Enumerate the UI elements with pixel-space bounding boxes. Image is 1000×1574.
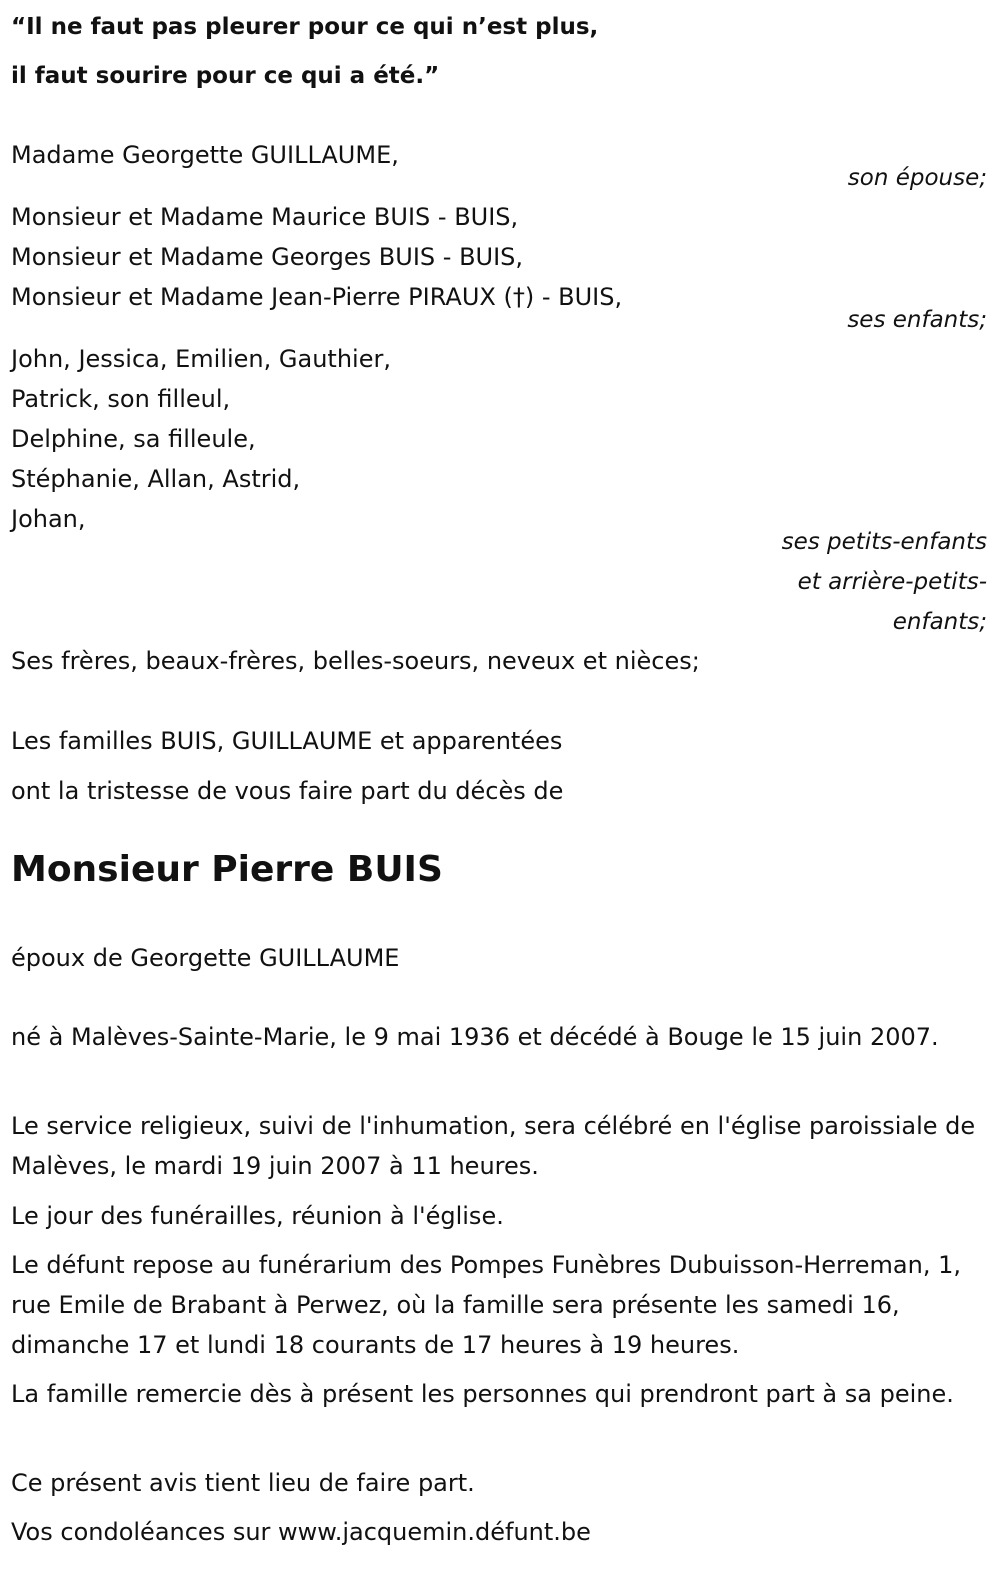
families-line-1: Les familles BUIS, GUILLAUME et apparentées: [11, 727, 563, 755]
deceased-name: Monsieur Pierre BUIS: [11, 849, 443, 890]
detail-paragraph: La famille remercie dès à présent les personnes qui prendront part à sa peine.: [11, 1380, 954, 1408]
detail-paragraph: Le défunt repose au funérarium des Pompes Funèbres Dubuisson-Herreman, 1, rue Emile de Brabant à Perwez, où la famille sera présente les samedi 16, dimanche 17 et lundi 18 courants de 17 heures à 19 heures.: [11, 1251, 961, 1359]
grandchild-line: John, Jessica, Emilien, Gauthier,: [11, 345, 391, 373]
condolences-link[interactable]: Vos condoléances sur www.jacquemin.défunt.be: [11, 1518, 591, 1546]
grandchildren-role: ses petits-enfants: [781, 529, 987, 555]
grandchildren-role: enfants;: [892, 609, 987, 635]
detail-paragraph: Le service religieux, suivi de l'inhumation, sera célébré en l'église paroissiale de Malèves, le mardi 19 juin 2007 à 11 heures.: [11, 1112, 976, 1180]
siblings-line: Ses frères, beaux-frères, belles-soeurs, neveux et nièces;: [11, 647, 700, 675]
quote-line-2: il faut sourire pour ce qui a été.”: [11, 63, 440, 89]
detail-paragraph: né à Malèves-Sainte-Marie, le 9 mai 1936 et décédé à Bouge le 15 juin 2007.: [11, 1023, 939, 1051]
detail-paragraph: Ce présent avis tient lieu de faire part.: [11, 1469, 475, 1497]
grandchildren-role: et arrière-petits-: [797, 569, 987, 595]
child-line: Monsieur et Madame Georges BUIS - BUIS,: [11, 243, 524, 271]
grandchild-line: Patrick, son filleul,: [11, 385, 231, 413]
families-line-2: ont la tristesse de vous faire part du décès de: [11, 777, 564, 805]
children-role: ses enfants;: [847, 307, 987, 333]
child-line: Monsieur et Madame Jean-Pierre PIRAUX (†) - BUIS,: [11, 283, 623, 311]
grandchild-line: Delphine, sa filleule,: [11, 425, 256, 453]
child-line: Monsieur et Madame Maurice BUIS - BUIS,: [11, 203, 519, 231]
deceased-spouse-of: époux de Georgette GUILLAUME: [11, 944, 400, 972]
quote-line-1: “Il ne faut pas pleurer pour ce qui n’est plus,: [11, 14, 599, 40]
grandchild-line: Stéphanie, Allan, Astrid,: [11, 465, 301, 493]
spouse-role: son épouse;: [847, 165, 987, 191]
detail-paragraph: Le jour des funérailles, réunion à l'église.: [11, 1202, 504, 1230]
grandchild-line: Johan,: [11, 505, 86, 533]
spouse-name: Madame Georgette GUILLAUME,: [11, 141, 399, 169]
